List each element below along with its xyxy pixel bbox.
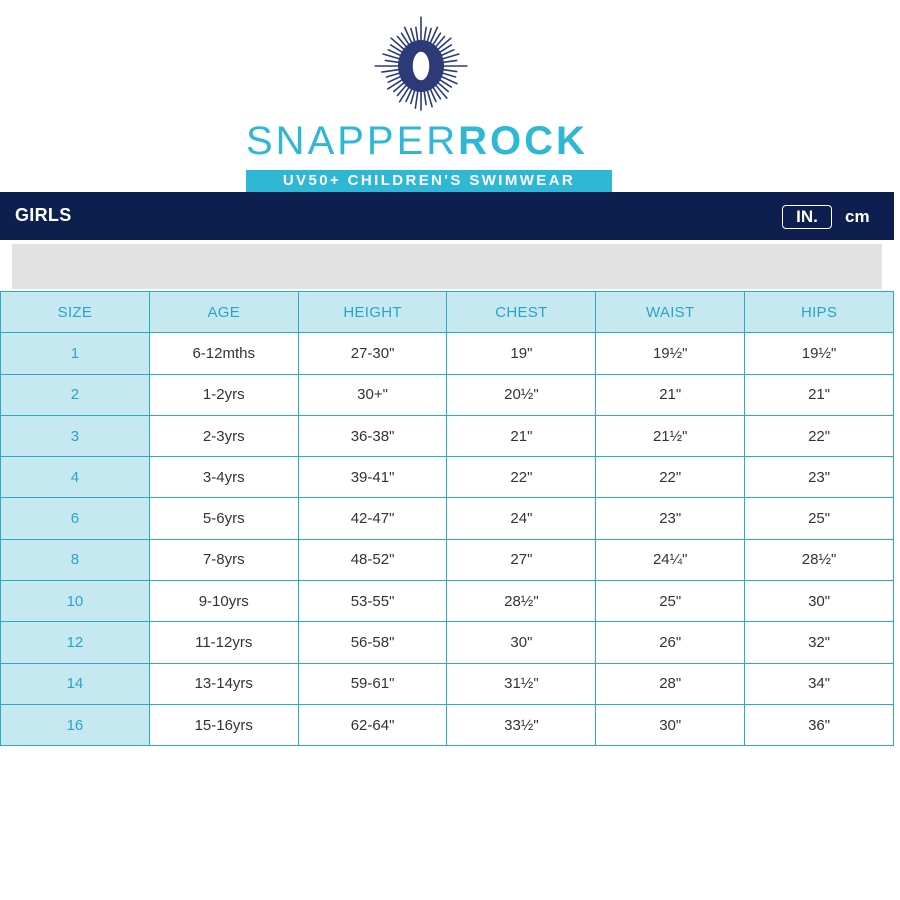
cell-hips: 32" [745, 622, 894, 663]
cell-size: 2 [1, 374, 150, 415]
cell-waist: 23" [596, 498, 745, 539]
cell-age: 1-2yrs [149, 374, 298, 415]
table-header-row [1, 292, 894, 333]
brand-header [0, 0, 900, 192]
cell-hips: 22" [745, 415, 894, 456]
cell-chest: 20½" [447, 374, 596, 415]
table-row [1, 581, 894, 622]
cell-height: 59-61" [298, 663, 447, 704]
column-header-chest: CHEST [447, 292, 596, 333]
cell-age: 9-10yrs [149, 581, 298, 622]
cell-hips: 21" [745, 374, 894, 415]
cell-hips: 36" [745, 704, 894, 745]
cell-size: 6 [1, 498, 150, 539]
cell-chest: 31½" [447, 663, 596, 704]
cell-hips: 23" [745, 457, 894, 498]
table-row [1, 374, 894, 415]
cell-size: 1 [1, 333, 150, 374]
cell-waist: 25" [596, 581, 745, 622]
cell-size: 12 [1, 622, 150, 663]
table-row [1, 415, 894, 456]
cell-hips: 28½" [745, 539, 894, 580]
size-chart-header-bar [0, 192, 894, 240]
cell-hips: 25" [745, 498, 894, 539]
cell-height: 36-38" [298, 415, 447, 456]
cell-waist: 24¼" [596, 539, 745, 580]
brand-tagline: UV50+ CHILDREN'S SWIMWEAR [246, 170, 612, 192]
table-row [1, 498, 894, 539]
cell-size: 4 [1, 457, 150, 498]
table-row [1, 663, 894, 704]
cell-chest: 33½" [447, 704, 596, 745]
cell-size: 10 [1, 581, 150, 622]
cell-chest: 21" [447, 415, 596, 456]
cell-age: 7-8yrs [149, 539, 298, 580]
cell-waist: 21½" [596, 415, 745, 456]
column-header-age: AGE [149, 292, 298, 333]
cell-chest: 22" [447, 457, 596, 498]
column-header-size: SIZE [1, 292, 150, 333]
cell-age: 3-4yrs [149, 457, 298, 498]
cell-size: 16 [1, 704, 150, 745]
table-row [1, 333, 894, 374]
cell-waist: 19½" [596, 333, 745, 374]
table-row [1, 457, 894, 498]
cell-size: 3 [1, 415, 150, 456]
unit-toggle-cm[interactable]: cm [845, 207, 870, 226]
cell-height: 27-30" [298, 333, 447, 374]
cell-height: 39-41" [298, 457, 447, 498]
sea-urchin-icon [365, 12, 477, 112]
cell-chest: 27" [447, 539, 596, 580]
cell-age: 11-12yrs [149, 622, 298, 663]
cell-age: 15-16yrs [149, 704, 298, 745]
table-row [1, 539, 894, 580]
cell-hips: 34" [745, 663, 894, 704]
column-header-height: HEIGHT [298, 292, 447, 333]
cell-height: 42-47" [298, 498, 447, 539]
cell-age: 6-12mths [149, 333, 298, 374]
size-table [0, 291, 894, 746]
table-row [1, 704, 894, 745]
cell-chest: 28½" [447, 581, 596, 622]
column-header-waist: WAIST [596, 292, 745, 333]
page-title: GIRLS [15, 205, 72, 225]
cell-waist: 22" [596, 457, 745, 498]
unit-toggle-inches[interactable]: IN. [782, 205, 832, 229]
cell-waist: 26" [596, 622, 745, 663]
cell-size: 8 [1, 539, 150, 580]
cell-hips: 30" [745, 581, 894, 622]
cell-age: 13-14yrs [149, 663, 298, 704]
cell-waist: 21" [596, 374, 745, 415]
cell-age: 2-3yrs [149, 415, 298, 456]
cell-size: 14 [1, 663, 150, 704]
cell-height: 30+" [298, 374, 447, 415]
cell-hips: 19½" [745, 333, 894, 374]
cell-waist: 28" [596, 663, 745, 704]
cell-height: 53-55" [298, 581, 447, 622]
brand-name-part1: SNAPPER [246, 119, 459, 163]
cell-chest: 24" [447, 498, 596, 539]
table-body [1, 333, 894, 746]
cell-chest: 19" [447, 333, 596, 374]
cell-height: 48-52" [298, 539, 447, 580]
cell-age: 5-6yrs [149, 498, 298, 539]
column-header-hips: HIPS [745, 292, 894, 333]
info-panel [12, 244, 882, 289]
table-row [1, 622, 894, 663]
brand-wordmark [246, 119, 612, 163]
cell-chest: 30" [447, 622, 596, 663]
cell-height: 56-58" [298, 622, 447, 663]
brand-name-part2: ROCK [458, 119, 588, 163]
cell-height: 62-64" [298, 704, 447, 745]
cell-waist: 30" [596, 704, 745, 745]
